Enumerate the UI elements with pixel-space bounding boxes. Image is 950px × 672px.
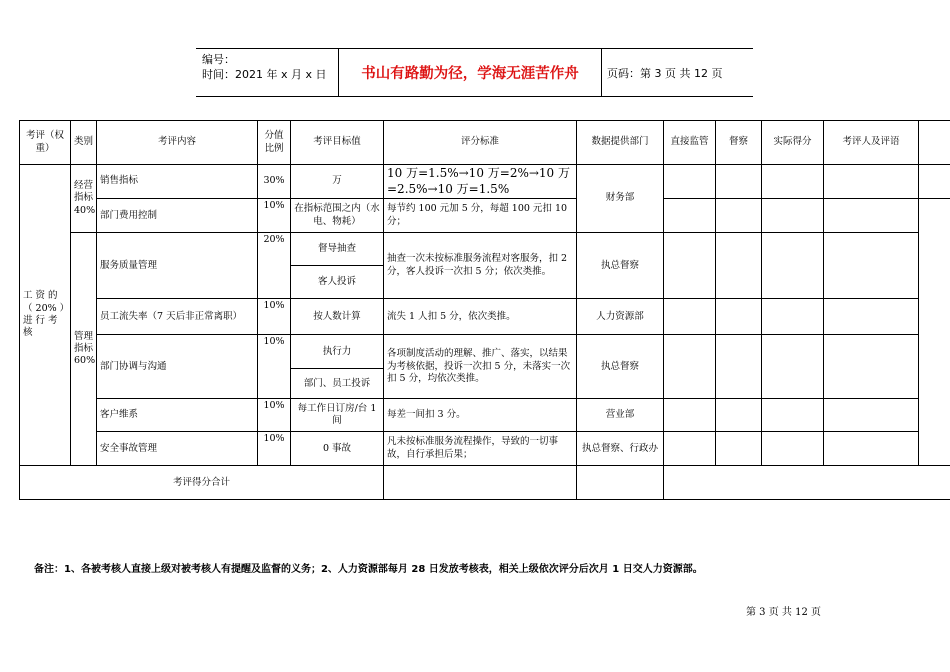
customer-content: 客户维系: [97, 399, 258, 432]
coordination-supervisor: [664, 335, 716, 399]
turnover-reviewer: [824, 299, 919, 335]
service-target-complaint: 客人投诉: [291, 266, 384, 299]
cost-content: 部门费用控制: [97, 199, 258, 233]
cost-target: 在指标范围之内（水电、物耗）: [291, 199, 384, 233]
finance-dept: 财务部: [577, 165, 664, 233]
header-actual: 实际得分: [762, 121, 824, 165]
coordination-content: 部门协调与沟通: [97, 335, 258, 399]
sales-blank: [919, 165, 950, 199]
sales-inspector: [716, 165, 762, 199]
cost-actual: [762, 199, 824, 233]
service-dept: 执总督察: [577, 233, 664, 299]
safety-content: 安全事故管理: [97, 432, 258, 466]
number-label: 编号：: [202, 53, 235, 66]
header-reviewer: 考评人及评语: [824, 121, 919, 165]
header-content: 考评内容: [97, 121, 258, 165]
coordination-standard: 各项制度活动的理解、推广、落实，以结果为考核依据，投诉一次扣 5 分，未落实一次扣 5 分，均依次类推。: [384, 335, 577, 399]
table-row: [20, 165, 950, 199]
weight-cell: 工 资 的（ 20% ）进 行 考核: [20, 165, 71, 466]
sales-supervisor: [664, 165, 716, 199]
cost-reviewer: [824, 199, 919, 233]
header-meta: [196, 49, 339, 96]
table-row: [20, 335, 950, 369]
coordination-target-execution: 执行力: [291, 335, 384, 369]
table-row: [20, 233, 950, 266]
header-weight: 考评（权重）: [20, 121, 71, 165]
safety-inspector: [716, 432, 762, 466]
header-blank: [919, 121, 950, 165]
turnover-supervisor: [664, 299, 716, 335]
service-target-inspection: 督导抽查: [291, 233, 384, 266]
turnover-ratio: 10%: [258, 299, 291, 335]
sales-reviewer: [824, 165, 919, 199]
header-standard: 评分标准: [384, 121, 577, 165]
header-supervisor: 直接监管: [664, 121, 716, 165]
table-row: [20, 432, 950, 466]
total-row: [20, 466, 950, 500]
safety-target: 0 事故: [291, 432, 384, 466]
cost-ratio: 10%: [258, 199, 291, 233]
customer-inspector: [716, 399, 762, 432]
safety-reviewer: [824, 432, 919, 466]
coordination-actual: [762, 335, 824, 399]
header-inspector: 督察: [716, 121, 762, 165]
turnover-standard: 流失 1 人扣 5 分，依次类推。: [384, 299, 577, 335]
table-row: [20, 399, 950, 432]
coordination-reviewer: [824, 335, 919, 399]
total-label: 考评得分合计: [20, 466, 384, 500]
header-ratio: 分值比例: [258, 121, 291, 165]
sales-standard: 10 万=1.5%→10 万=2%→10 万=2.5%→10 万=1.5%: [384, 165, 577, 199]
category-business: 经营指标40%: [71, 165, 97, 233]
category-management: 管理指标60%: [71, 233, 97, 466]
time-label: 时间：2021 年 x 月 x 日: [202, 68, 327, 81]
customer-standard: 每差一间扣 3 分。: [384, 399, 577, 432]
coordination-target-complaint: 部门、员工投诉: [291, 369, 384, 399]
coordination-inspector: [716, 335, 762, 399]
service-ratio: 20%: [258, 233, 291, 299]
turnover-target: 按人数计算: [291, 299, 384, 335]
cost-standard: 每节约 100 元加 5 分，每超 100 元扣 10 分；: [384, 199, 577, 233]
table-header-row: [20, 121, 950, 165]
service-standard: 抽查一次未按标准服务流程对客服务，扣 2 分，客人投诉一次扣 5 分；依次类推。: [384, 233, 577, 299]
sales-target: 万: [291, 165, 384, 199]
service-inspector: [716, 233, 762, 299]
coordination-ratio: 10%: [258, 335, 291, 399]
service-content: 服务质量管理: [97, 233, 258, 299]
header-target: 考评目标值: [291, 121, 384, 165]
service-reviewer: [824, 233, 919, 299]
sales-content: 销售指标: [97, 165, 258, 199]
note: 备注：1、各被考核人直接上级对被考核人有提醒及监督的义务；2、人力资源部每月 28 日发放考核表，相关上级依次评分后次月 1 日交人力资源部。: [34, 564, 703, 575]
safety-supervisor: [664, 432, 716, 466]
safety-standard: 凡未按标准服务流程操作，导致的一切事故，自行承担后果；: [384, 432, 577, 466]
customer-actual: [762, 399, 824, 432]
service-actual: [762, 233, 824, 299]
blank-column: [919, 199, 950, 466]
total-score: [664, 466, 950, 500]
safety-ratio: 10%: [258, 432, 291, 466]
coordination-dept: 执总督察: [577, 335, 664, 399]
sales-actual: [762, 165, 824, 199]
table-row: [20, 199, 950, 233]
header-page-label: 页码：第 3 页 共 12 页: [607, 66, 723, 80]
customer-dept: 营业部: [577, 399, 664, 432]
customer-target: 每工作日订房/台 1 间: [291, 399, 384, 432]
total-dept: [577, 466, 664, 500]
page-footer: 第 3 页 共 12 页: [746, 607, 821, 618]
cost-supervisor: [664, 199, 716, 233]
sales-ratio: 30%: [258, 165, 291, 199]
customer-supervisor: [664, 399, 716, 432]
turnover-actual: [762, 299, 824, 335]
header-motto: 书山有路勤为径，学海无涯苦作舟: [339, 49, 602, 96]
turnover-content: 员工流失率（7 天后非正常离职）: [97, 299, 258, 335]
total-standard: [384, 466, 577, 500]
customer-ratio: 10%: [258, 399, 291, 432]
turnover-dept: 人力资源部: [577, 299, 664, 335]
page-header: [196, 48, 753, 97]
safety-actual: [762, 432, 824, 466]
header-dept: 数据提供部门: [577, 121, 664, 165]
cost-inspector: [716, 199, 762, 233]
safety-dept: 执总督察、行政办: [577, 432, 664, 466]
header-category: 类别: [71, 121, 97, 165]
customer-reviewer: [824, 399, 919, 432]
table-row: [20, 299, 950, 335]
evaluation-table: [19, 120, 950, 500]
turnover-inspector: [716, 299, 762, 335]
service-supervisor: [664, 233, 716, 299]
